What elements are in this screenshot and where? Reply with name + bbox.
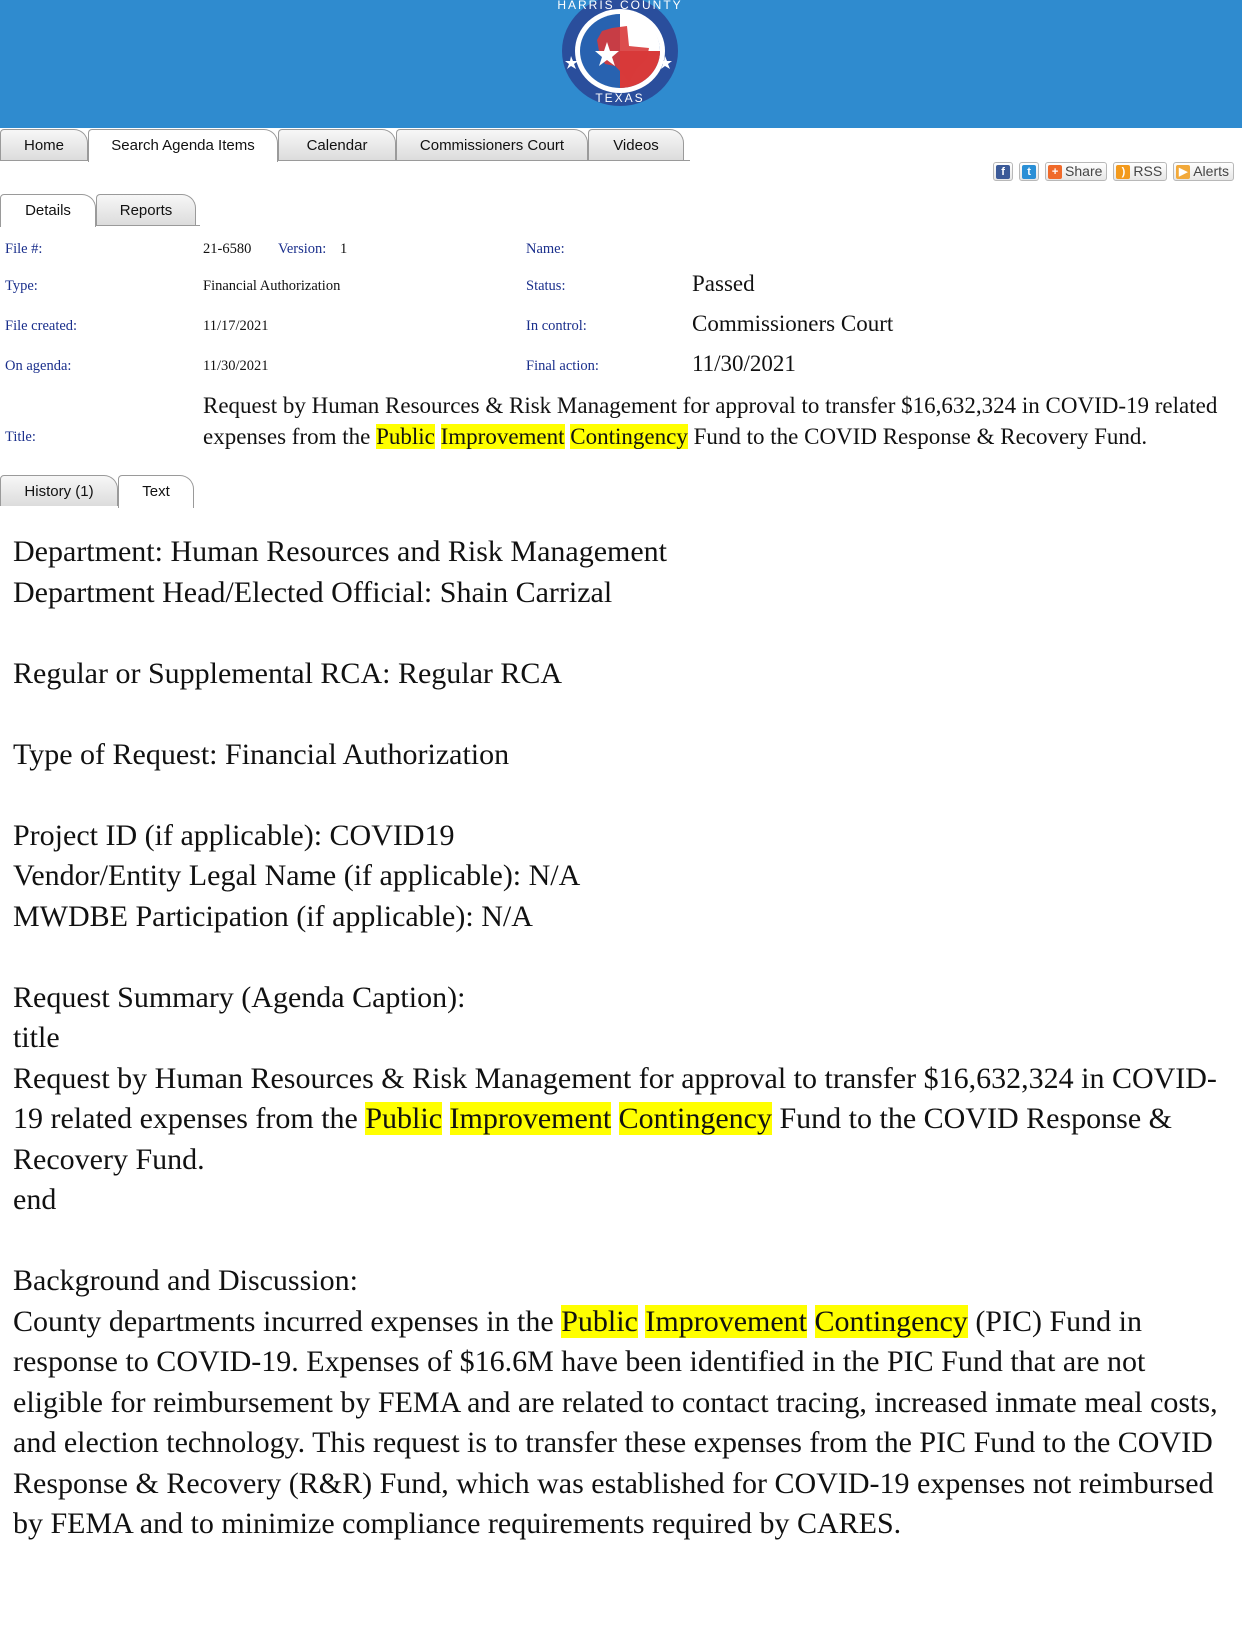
in-control-value: Commissioners Court	[692, 311, 894, 336]
arrow-right-icon: ▶	[1176, 165, 1190, 179]
tab-details[interactable]: Details	[0, 194, 96, 227]
svg-text:TEXAS: TEXAS	[595, 91, 645, 105]
alerts-button[interactable]	[1173, 162, 1234, 181]
file-created-label: File created:	[5, 318, 78, 334]
tab-commissioners-court[interactable]: Commissioners Court	[396, 129, 588, 160]
request-type-line: Type of Request: Financial Authorization	[13, 737, 510, 771]
agenda-caption: Request by Human Resources & Risk Management for approval to transfer $16,632,324 in COVID-19 related expenses from the Public Improvement Contingency Fund to the COVID Response & Recovery Fund.	[13, 1061, 1217, 1176]
file-created-value: 11/17/2021	[203, 318, 269, 334]
highlight-term: Contingency	[618, 1102, 772, 1135]
harris-county-seal-logo[interactable]	[557, 0, 683, 112]
title-marker: title	[13, 1021, 60, 1054]
agenda-item-text	[13, 532, 1235, 1545]
tab-videos[interactable]: Videos	[588, 129, 684, 160]
final-action-label: Final action:	[526, 358, 599, 374]
facebook-button[interactable]	[993, 162, 1013, 181]
file-number-value: 21-6580	[203, 241, 252, 257]
tab-calendar[interactable]: Calendar	[278, 129, 396, 160]
plus-icon: +	[1048, 165, 1062, 179]
social-toolbar	[993, 162, 1234, 182]
detail-tabs	[0, 194, 200, 226]
department-line: Department: Human Resources and Risk Management	[13, 535, 667, 568]
rss-label: RSS	[1133, 163, 1163, 179]
title-value: Request by Human Resources & Risk Management for approval to transfer $16,632,324 in COVID-19 related expenses from the Public Improvement Contingency Fund to the COVID Response & Recovery Fund.	[203, 393, 1218, 449]
rss-icon: )	[1116, 165, 1130, 179]
highlight-term: Improvement	[645, 1304, 807, 1338]
share-label: Share	[1065, 163, 1103, 179]
mwdbe-line: MWDBE Participation (if applicable): N/A	[13, 899, 533, 933]
background-heading: Background and Discussion:	[13, 1264, 358, 1297]
highlight-term: Improvement	[449, 1102, 612, 1135]
header-banner	[0, 0, 1242, 128]
main-nav-tabs	[0, 129, 1242, 161]
highlight-term: Contingency	[814, 1304, 968, 1338]
final-action-value: 11/30/2021	[692, 351, 796, 376]
status-value: Passed	[692, 271, 755, 296]
svg-text:HARRIS COUNTY: HARRIS COUNTY	[557, 0, 683, 12]
name-label: Name:	[526, 241, 565, 257]
highlight-term: Public	[561, 1304, 638, 1338]
file-number-label: File #:	[5, 241, 43, 257]
version-label: Version:	[278, 241, 327, 257]
in-control-label: In control:	[526, 318, 587, 334]
highlight-term: Contingency	[570, 423, 688, 449]
tab-reports[interactable]: Reports	[96, 194, 196, 225]
highlight-term: Public	[376, 423, 435, 449]
share-button[interactable]	[1045, 162, 1107, 181]
facebook-icon: f	[996, 165, 1010, 179]
text-tabs	[0, 475, 200, 507]
vendor-line: Vendor/Entity Legal Name (if applicable): N/A	[13, 859, 581, 892]
version-value: 1	[340, 241, 348, 257]
type-label: Type:	[5, 278, 38, 294]
department-head-line: Department Head/Elected Official: Shain Carrizal	[13, 575, 613, 609]
rss-button[interactable]	[1113, 162, 1167, 181]
background-paragraph: County departments incurred expenses in the Public Improvement Contingency (PIC) Fund in response to COVID-19. Expenses of $16.6M have been identified in the PIC Fund that are not eligible for reimbursement by FEMA and are related to contact tracing, increased inmate meal costs, and election technology. This request is to transfer these expenses from the PIC Fund to the COVID Response & Recovery (R&R) Fund, which was established for COVID-19 expenses not reimbursed by FEMA and to minimize compliance requirements required by CARES.	[13, 1304, 1218, 1540]
status-label: Status:	[526, 278, 566, 294]
on-agenda-label: On agenda:	[5, 358, 72, 374]
on-agenda-value: 11/30/2021	[203, 358, 269, 374]
highlight-term: Improvement	[440, 423, 565, 449]
highlight-term: Public	[365, 1102, 443, 1135]
twitter-button[interactable]	[1019, 162, 1039, 181]
twitter-icon: t	[1022, 165, 1036, 179]
end-marker: end	[13, 1183, 57, 1216]
tab-text[interactable]: Text	[118, 475, 194, 508]
tab-history[interactable]: History (1)	[0, 475, 118, 506]
rca-line: Regular or Supplemental RCA: Regular RCA	[13, 656, 563, 690]
tab-search-agenda-items[interactable]: Search Agenda Items	[88, 129, 278, 162]
title-label: Title:	[5, 429, 36, 445]
type-value: Financial Authorization	[203, 278, 341, 294]
alerts-label: Alerts	[1193, 163, 1229, 179]
summary-heading: Request Summary (Agenda Caption):	[13, 980, 466, 1014]
tab-home[interactable]: Home	[0, 129, 88, 160]
project-id-line: Project ID (if applicable): COVID19	[13, 818, 455, 852]
